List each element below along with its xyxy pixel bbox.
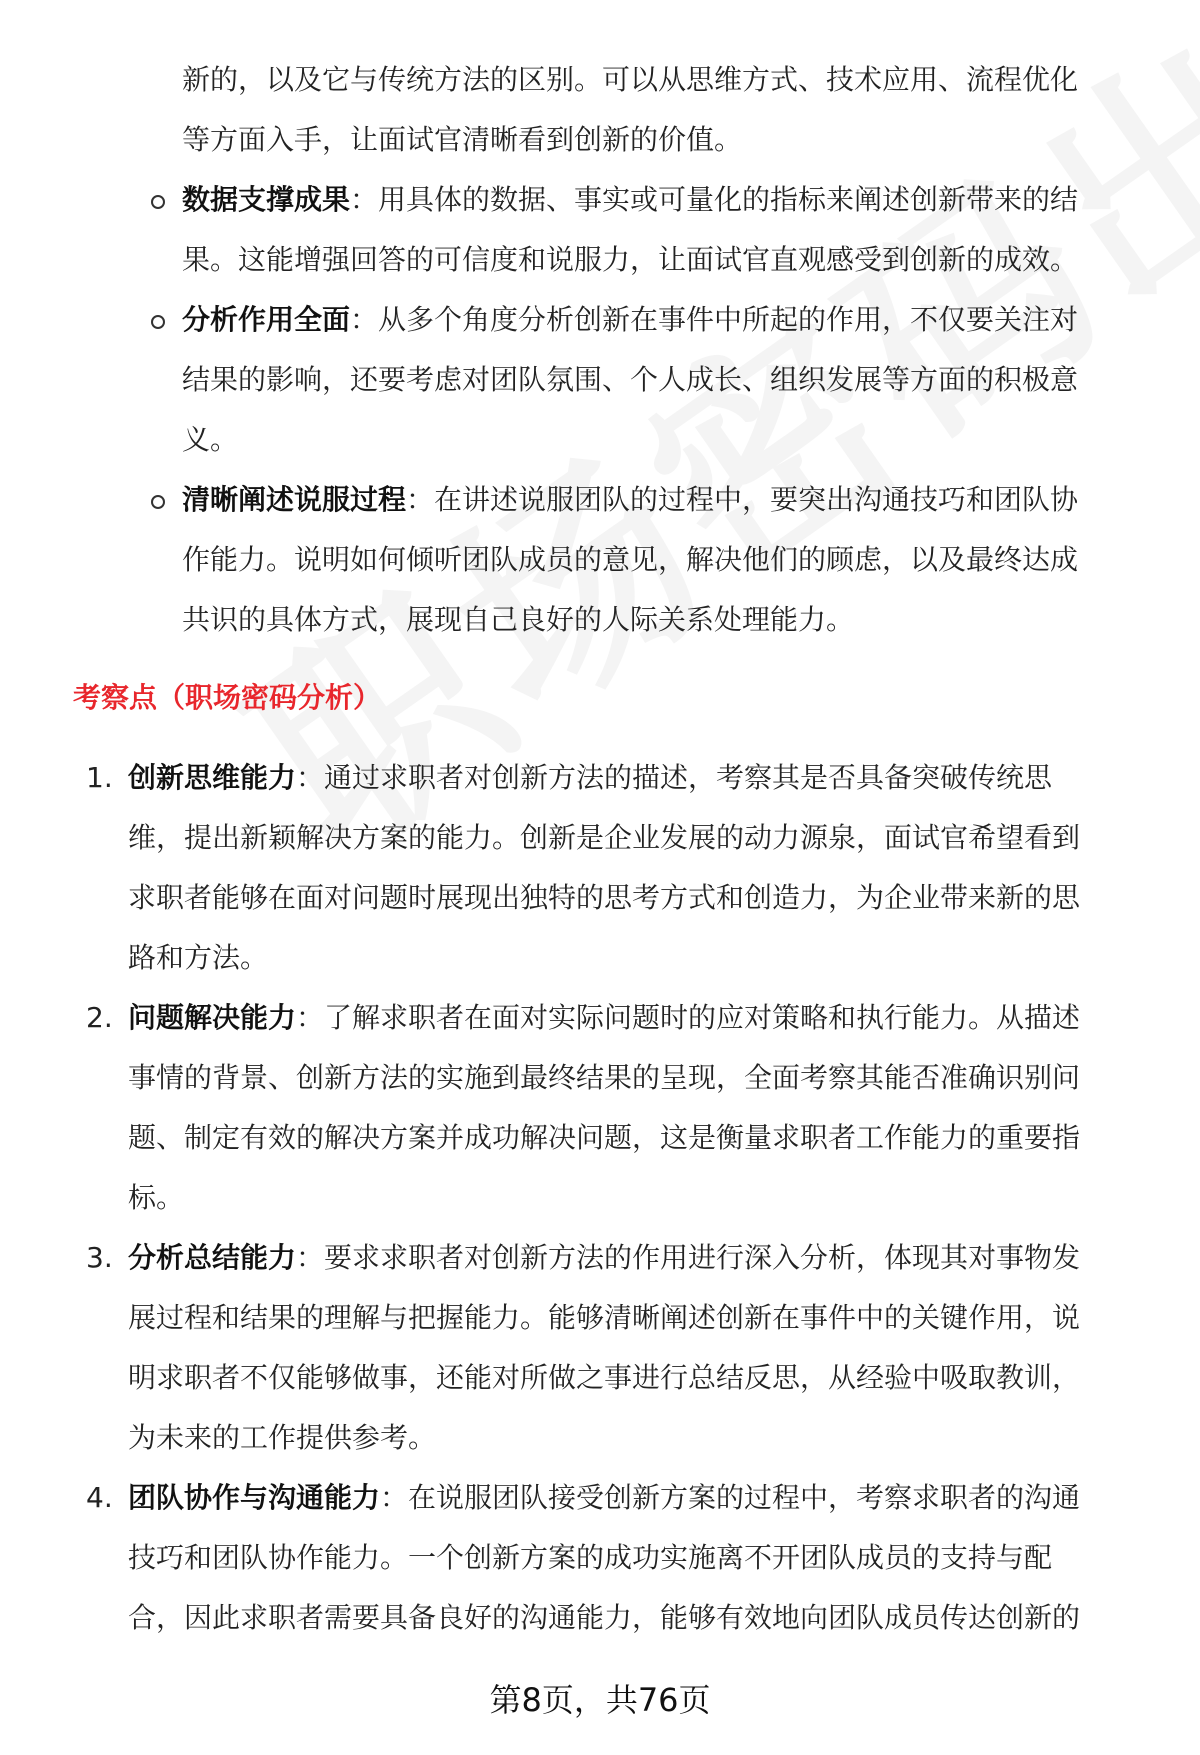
list-item-line: [128, 1478, 1080, 1518]
list-number: 2.: [86, 1001, 113, 1034]
paragraph-line: 等方面入手，让面试官清晰看到创新的价值。: [182, 123, 743, 156]
bullet-item-line: [182, 480, 1078, 520]
bullet-item-line: 义。: [182, 423, 239, 456]
point-text: ：要求求职者对创新方法的作用进行深入分析，体现其对事物发: [296, 1241, 1081, 1274]
bullet-text: ：从多个角度分析创新在事件中所起的作用，不仅要关注对: [350, 303, 1079, 336]
list-item-line: 维，提出新颖解决方案的能力。创新是企业发展的动力源泉，面试官希望看到: [128, 821, 1081, 854]
list-item-line: [128, 1238, 1080, 1278]
bullet-item-line: [182, 300, 1078, 340]
point-text: ：通过求职者对创新方法的描述，考察其是否具备突破传统思: [296, 761, 1053, 794]
list-item-line: 展过程和结果的理解与把握能力。能够清晰阐述创新在事件中的关键作用，说: [128, 1301, 1081, 1334]
list-item-line: 事情的背景、创新方法的实施到最终结果的呈现，全面考察其能否准确识别问: [128, 1061, 1081, 1094]
point-title: 问题解决能力: [128, 1001, 297, 1034]
list-item-line: 题、制定有效的解决方案并成功解决问题，这是衡量求职者工作能力的重要指: [128, 1121, 1081, 1154]
bullet-title: 分析作用全面: [182, 303, 351, 336]
paragraph-line: 新的，以及它与传统方法的区别。可以从思维方式、技术应用、流程优化: [182, 63, 1079, 96]
bullet-item-line: 果。这能增强回答的可信度和说服力，让面试官直观感受到创新的成效。: [182, 243, 1079, 276]
point-text: ：了解求职者在面对实际问题时的应对策略和执行能力。从描述: [296, 1001, 1081, 1034]
list-item-line: [128, 758, 1052, 798]
bullet-text: ：用具体的数据、事实或可量化的指标来阐述创新带来的结: [350, 183, 1079, 216]
list-item-line: 为未来的工作提供参考。: [128, 1421, 437, 1454]
list-item-line: [128, 998, 1080, 1038]
list-item-line: 求职者能够在面对问题时展现出独特的思考方式和创造力，为企业带来新的思: [128, 881, 1081, 914]
bullet-circle-icon: [151, 315, 165, 329]
list-number: 3.: [86, 1241, 113, 1274]
point-text: ：在说服团队接受创新方案的过程中，考察求职者的沟通: [380, 1481, 1081, 1514]
page-footer: 第8页，共76页: [489, 1681, 711, 1719]
point-title: 创新思维能力: [128, 761, 297, 794]
bullet-item-line: 共识的具体方式，展现自己良好的人际关系处理能力。: [182, 603, 855, 636]
list-item-line: 明求职者不仅能够做事，还能对所做之事进行总结反思，从经验中吸取教训，: [128, 1361, 1081, 1394]
bullet-item-line: [182, 180, 1078, 220]
section-title: 考察点（职场密码分析）: [73, 681, 382, 714]
list-item-line: 技巧和团队协作能力。一个创新方案的成功实施离不开团队成员的支持与配: [128, 1541, 1053, 1574]
bullet-circle-icon: [151, 495, 165, 509]
point-title: 团队协作与沟通能力: [128, 1481, 381, 1514]
list-item-line: 标。: [128, 1181, 185, 1214]
bullet-item-line: 结果的影响，还要考虑对团队氛围、个人成长、组织发展等方面的积极意: [182, 363, 1079, 396]
bullet-title: 清晰阐述说服过程: [182, 483, 407, 516]
bullet-circle-icon: [151, 195, 165, 209]
point-title: 分析总结能力: [128, 1241, 297, 1274]
list-item-line: 合，因此求职者需要具备良好的沟通能力，能够有效地向团队成员传达创新的: [128, 1601, 1081, 1634]
list-number: 1.: [86, 761, 113, 794]
bullet-item-line: 作能力。说明如何倾听团队成员的意见，解决他们的顾虑，以及最终达成: [182, 543, 1079, 576]
list-number: 4.: [86, 1481, 113, 1514]
list-item-line: 路和方法。: [128, 941, 269, 974]
bullet-title: 数据支撑成果: [182, 183, 351, 216]
bullet-text: ：在讲述说服团队的过程中，要突出沟通技巧和团队协: [406, 483, 1079, 516]
